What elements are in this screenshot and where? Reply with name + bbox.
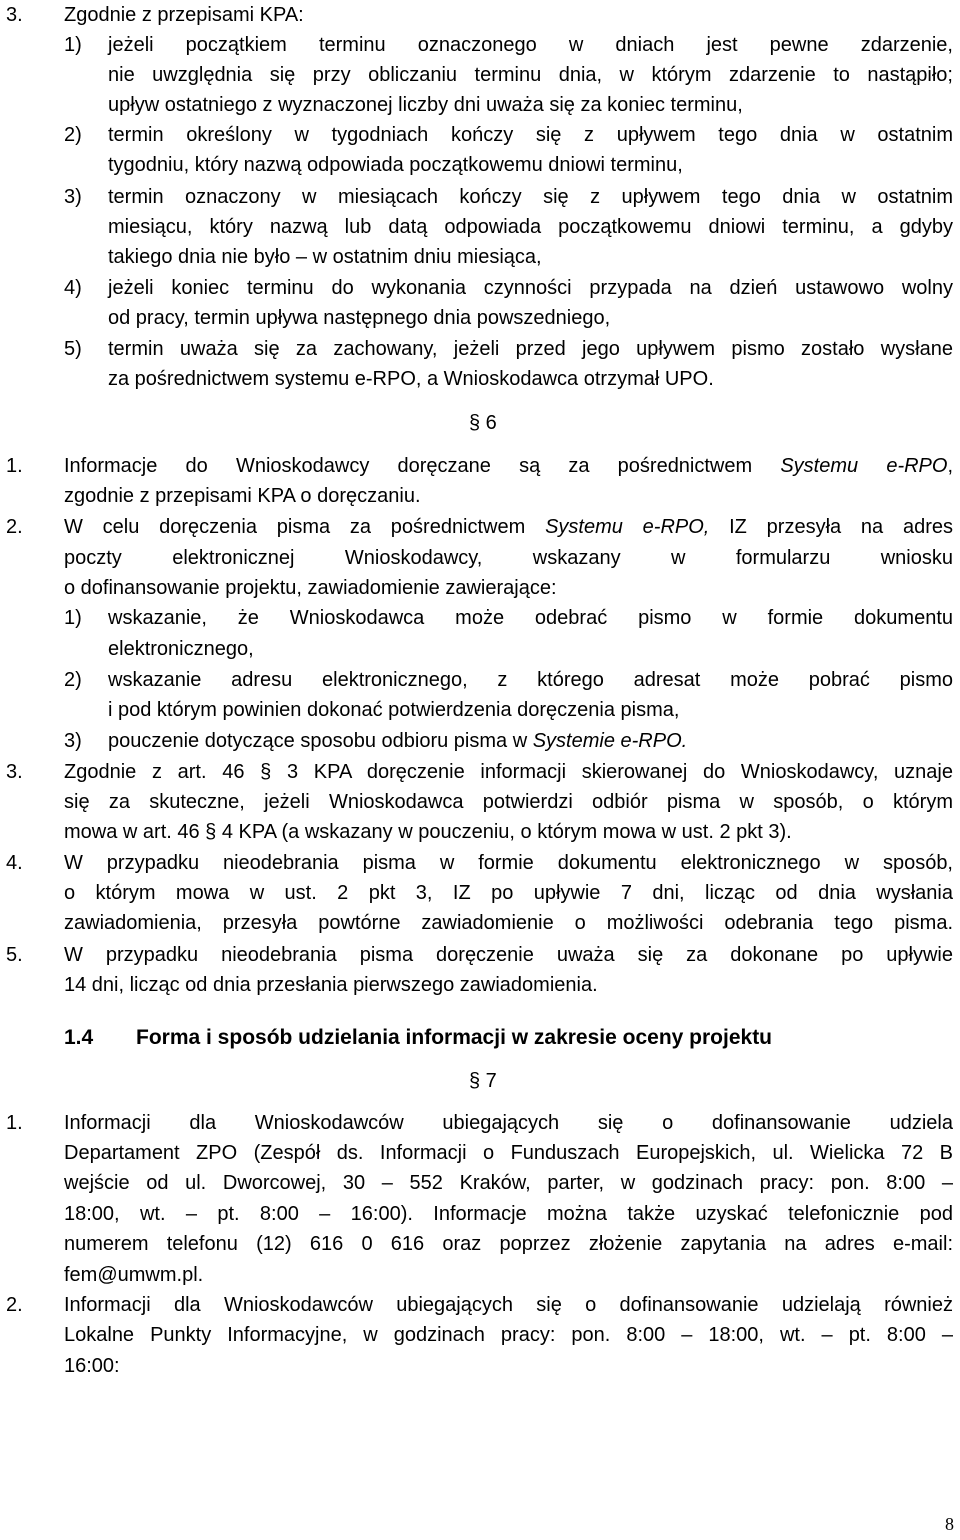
item-number: 2.	[6, 516, 23, 538]
text-line: wskazanie, że Wnioskodawca może odebrać pismo w formie dokumentu	[108, 607, 953, 629]
text-line: takiego dnia nie było – w ostatnim dniu miesiąca,	[108, 246, 542, 268]
text-line: miesiącu, który nazwą lub datą odpowiada początkowemu dniowi terminu, a gdyby	[108, 216, 953, 238]
text-line: W przypadku nieodebrania pisma w formie dokumentu elektronicznego w sposób,	[64, 852, 953, 874]
text-line: poczty elektronicznej Wnioskodawcy, wskazany w formularzu wniosku	[64, 547, 953, 569]
text-line: o dofinansowanie projektu, zawiadomienie zawierające:	[64, 577, 557, 599]
text-line: Informacje do Wnioskodawcy doręczane są za pośrednictwem Systemu e-RPO,	[64, 455, 954, 477]
text-line: upływ ostatniego z wyznaczonej liczby dni uważa się za koniec terminu,	[108, 94, 743, 116]
text-line: zgodnie z przepisami KPA o doręczaniu.	[64, 485, 421, 507]
point-number: 4)	[64, 277, 82, 299]
heading-text: Forma i sposób udzielania informacji w zakresie oceny projektu	[136, 1026, 773, 1049]
point-number: 2)	[64, 669, 82, 691]
point-number: 2)	[64, 124, 82, 146]
text-line: termin oznaczony w miesiącach kończy się z upływem tego dnia w ostatnim	[108, 186, 953, 208]
text-line: i pod którym powinien dokonać potwierdzenia doręczenia pisma,	[108, 699, 680, 721]
text-line: od pracy, termin upływa następnego dnia powszedniego,	[108, 307, 611, 329]
text-line: nie uwzględnia się przy obliczaniu terminu dnia, w którym zdarzenie to nastąpiło;	[108, 64, 953, 86]
section-title: § 6	[469, 412, 497, 434]
text-line: zawiadomienia, przesyła powtórne zawiadomienie o możliwości odebrania tego pisma.	[64, 912, 953, 934]
text-line: o którym mowa w ust. 2 pkt 3, IZ po upływie 7 dni, licząc od dnia wysłania	[64, 882, 953, 904]
text-line: tygodniu, który nazwą odpowiada początkowemu dniowi terminu,	[108, 154, 683, 176]
text-line: 16:00:	[64, 1355, 120, 1377]
text-line: jeżeli koniec terminu do wykonania czynności przypada na dzień ustawowo wolny	[108, 277, 953, 299]
text-line: termin uważa się za zachowany, jeżeli przed jego upływem pismo zostało wysłane	[108, 338, 953, 360]
text-line: za pośrednictwem systemu e-RPO, a Wnioskodawca otrzymał UPO.	[108, 368, 714, 390]
item-number: 1.	[6, 1112, 23, 1134]
text-line: 14 dni, licząc od dnia przesłania pierwszego zawiadomienia.	[64, 974, 598, 996]
item-number: 2.	[6, 1294, 23, 1316]
section-title: § 7	[469, 1070, 497, 1092]
item-intro: Zgodnie z przepisami KPA:	[64, 4, 304, 26]
heading-number: 1.4	[64, 1026, 94, 1049]
text-line: Departament ZPO (Zespół ds. Informacji o Funduszach Europejskich, ul. Wielicka 72 B	[64, 1142, 953, 1164]
text-line: wejście od ul. Dworcowej, 30 – 552 Kraków, parter, w godzinach pracy: pon. 8:00 –	[64, 1172, 953, 1194]
text-line: W celu doręczenia pisma za pośrednictwem Systemu e-RPO, IZ przesyła na adres	[64, 516, 953, 538]
text-line: Zgodnie z art. 46 § 3 KPA doręczenie informacji skierowanej do Wnioskodawcy, uznaje	[64, 761, 953, 783]
text-line: Informacji dla Wnioskodawców ubiegających się o dofinansowanie udziela	[64, 1112, 953, 1134]
point-number: 3)	[64, 730, 82, 752]
item-number: 3.	[6, 761, 23, 783]
text-line: się za skuteczne, jeżeli Wnioskodawca potwierdzi odbiór pisma w sposób, o którym	[64, 791, 953, 813]
email-link[interactable]: fem@umwm.pl.	[64, 1264, 204, 1286]
text-line: jeżeli początkiem terminu oznaczonego w dniach jest pewne zdarzenie,	[108, 34, 953, 56]
text-line: pouczenie dotyczące sposobu odbioru pisma w Systemie e-RPO.	[108, 730, 688, 752]
text-line: Informacji dla Wnioskodawców ubiegających się o dofinansowanie udzielają również	[64, 1294, 953, 1316]
text-line: elektronicznego,	[108, 638, 254, 660]
text-line: termin określony w tygodniach kończy się z upływem tego dnia w ostatnim	[108, 124, 953, 146]
item-number: 1.	[6, 455, 23, 477]
point-number: 1)	[64, 34, 82, 56]
item-number: 3.	[6, 4, 23, 26]
page-number: 8	[945, 1514, 954, 1534]
text-line: numerem telefonu (12) 616 0 616 oraz poprzez złożenie zapytania na adres e-mail:	[64, 1233, 953, 1255]
point-number: 1)	[64, 607, 82, 629]
text-line: 18:00, wt. – pt. 8:00 – 16:00). Informacje można także uzyskać telefonicznie pod	[64, 1203, 953, 1225]
text-line: wskazanie adresu elektronicznego, z którego adresat może pobrać pismo	[108, 669, 953, 691]
text-line: Lokalne Punkty Informacyjne, w godzinach pracy: pon. 8:00 – 18:00, wt. – pt. 8:00 –	[64, 1324, 953, 1346]
point-number: 5)	[64, 338, 82, 360]
text-line: W przypadku nieodebrania pisma doręczenie uważa się za dokonane po upływie	[64, 944, 953, 966]
text-line: mowa w art. 46 § 4 KPA (a wskazany w pouczeniu, o którym mowa w ust. 2 pkt 3).	[64, 821, 792, 843]
point-number: 3)	[64, 186, 82, 208]
item-number: 5.	[6, 944, 23, 966]
item-number: 4.	[6, 852, 23, 874]
